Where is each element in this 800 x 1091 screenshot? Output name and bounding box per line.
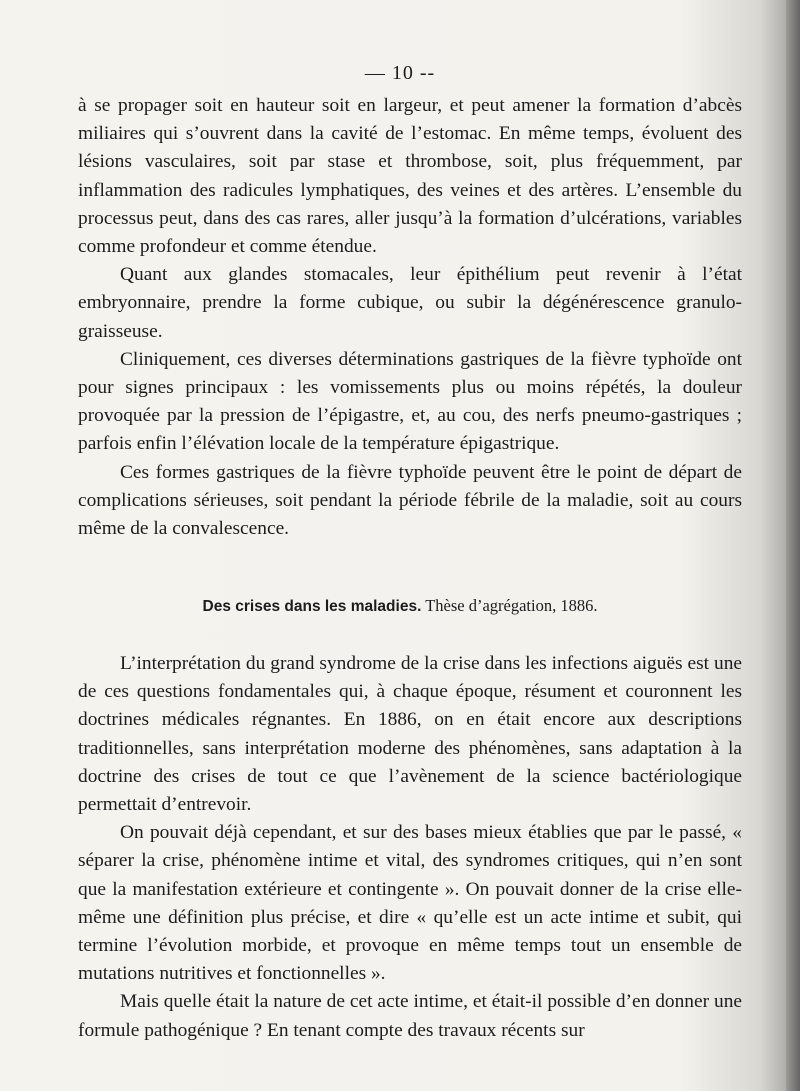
paragraph: Cliniquement, ces diverses déterminations gastriques de la fièvre typhoïde ont pour signes principaux : les vomissements plus ou moins répétés, la douleur provoquée par la pression de l’épigastre, et, au cou, des nerfs pneumo-gastriques ; parfois enfin l’élévation locale de la température épigastrique. [78, 348, 742, 455]
section-heading [0, 596, 800, 616]
paragraph: L’interprétation du grand syndrome de la crise dans les infections aiguës est une de ces questions fondamentales qui, à chaque époque, résument et couronnent les doctrines médicales régnantes. En 1886, on en était encore aux descriptions traditionnelles, sans interprétation moderne des phénomènes, sans adaptation à la doctrine des crises de tout ce que l’avènement de la science bactériologique permettait d’entrevoir. [78, 653, 742, 816]
paragraph: Ces formes gastriques de la fièvre typhoïde peuvent être le point de départ de complications sérieuses, soit pendant la période fébrile de la maladie, soit au cours même de la convalescence. [78, 461, 742, 540]
paragraph: Quant aux glandes stomacales, leur épithélium peut revenir à l’état embryonnaire, prendre la forme cubique, ou subir la dégénérescence granulo-graisseuse. [78, 264, 742, 342]
section-text-block [78, 650, 742, 1045]
paragraph: à se propager soit en hauteur soit en largeur, et peut amener la formation d’abcès miliaires qui s’ouvrent dans la cavité de l’estomac. En même temps, évoluent des lésions vasculaires, soit par stase et thrombose, soit, plus fréquemment, par inflammation des radicules lymphatiques, des veines et des artères. L’ensemble du processus peut, dans des cas rares, aller jusqu’à la formation d’ulcérations, variables comme profondeur et comme étendue. [78, 95, 742, 258]
paragraph: Mais quelle était la nature de cet acte intime, et était-il possible d’en donner une formule pathogénique ? En tenant compte des travaux récents sur [78, 991, 742, 1041]
paragraph: On pouvait déjà cependant, et sur des bases mieux établies que par le passé, « séparer la crise, phénomène intime et vital, des syndromes critiques, qui n’en sont que la manifestation extérieure et contingente ». On pouvait donner de la crise elle-même une définition plus précise, et dire « qu’elle est un acte intime et subit, qui termine l’évolution morbide, et provoque en même temps tout un ensemble de mutations nutritives et fonctionnelles ». [78, 822, 742, 985]
page-number: — 10 -- [364, 62, 436, 84]
page-edge-shadow [786, 0, 800, 1091]
section-subtitle: Thèse d’agrégation, 1886. [425, 596, 598, 615]
section-title: Des crises dans les maladies. [202, 598, 422, 615]
intro-text-block [78, 92, 742, 543]
